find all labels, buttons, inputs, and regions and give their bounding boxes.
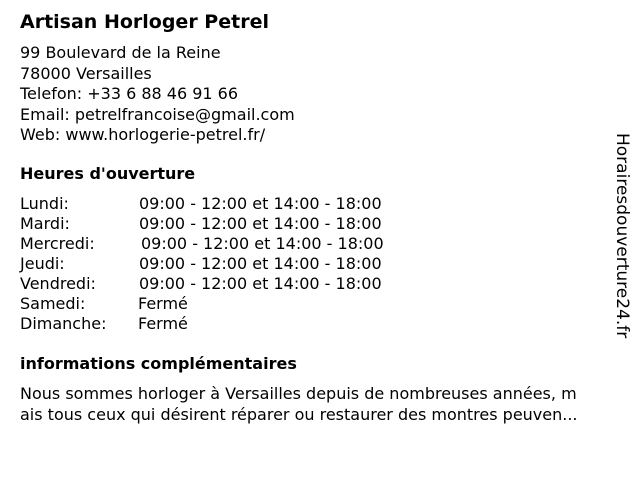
hours-heading: Heures d'ouverture	[20, 164, 196, 183]
address-city: 78000 Versailles	[20, 63, 152, 83]
site-watermark: Horairesdouverture24.fr	[612, 133, 632, 339]
website-address: Web: www.horlogerie-petrel.fr/	[20, 125, 266, 144]
day-label: Mercredi:	[20, 234, 95, 253]
info-description	[20, 383, 630, 425]
day-hours: 09:00 - 12:00 et 14:00 - 18:00	[139, 274, 382, 293]
day-hours: 09:00 - 12:00 et 14:00 - 18:00	[139, 194, 382, 213]
contact-block	[20, 43, 295, 146]
day-hours: 09:00 - 12:00 et 14:00 - 18:00	[139, 214, 382, 233]
email-address: Email: petrelfrancoise@gmail.com	[20, 104, 295, 124]
day-hours: Fermé	[138, 294, 188, 313]
info-heading: informations complémentaires	[20, 354, 297, 373]
info-description-line: ais tous ceux qui désirent réparer ou restaurer des montres peuven...	[20, 405, 578, 424]
day-label: Jeudi:	[20, 254, 65, 273]
day-label: Lundi:	[20, 194, 69, 213]
day-label: Mardi:	[20, 214, 70, 233]
day-hours: Fermé	[138, 314, 188, 333]
day-label: Samedi:	[20, 294, 86, 313]
phone-number: Telefon: +33 6 88 46 91 66	[20, 84, 239, 103]
business-name: Artisan Horloger Petrel	[20, 11, 269, 33]
info-description-line: Nous sommes horloger à Versailles depuis de nombreuses années, m	[20, 384, 577, 403]
day-label: Dimanche:	[20, 314, 107, 333]
address-street: 99 Boulevard de la Reine	[20, 43, 221, 62]
day-hours: 09:00 - 12:00 et 14:00 - 18:00	[139, 254, 382, 273]
day-hours: 09:00 - 12:00 et 14:00 - 18:00	[141, 234, 384, 253]
day-label: Vendredi:	[20, 274, 96, 293]
